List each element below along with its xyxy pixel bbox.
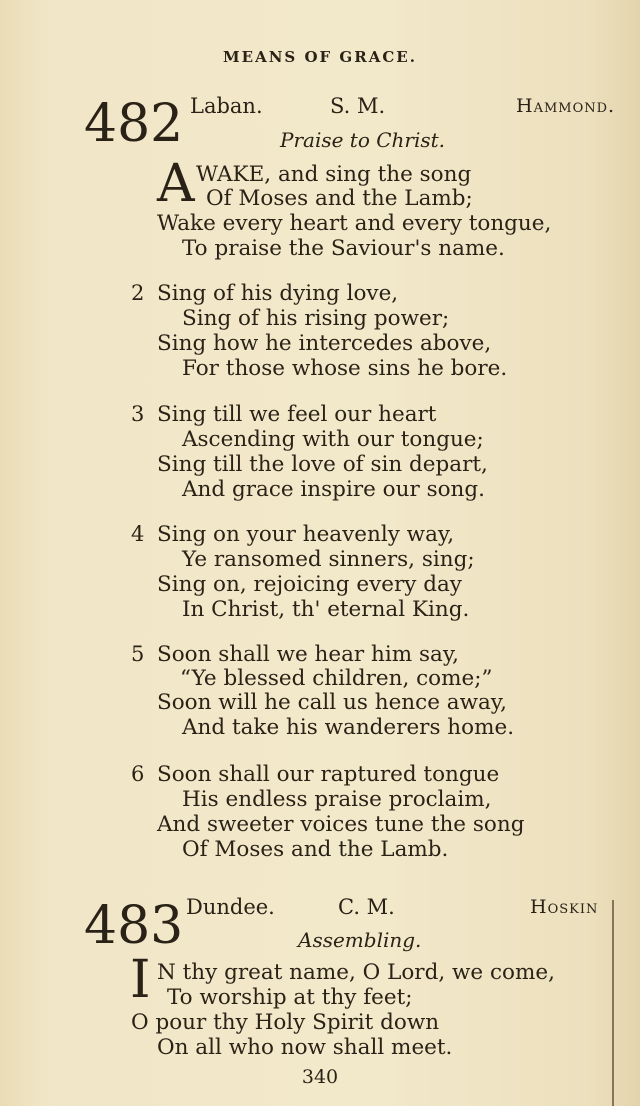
composer-483: Hoskin (530, 896, 599, 918)
theme-483: Assembling. (298, 928, 422, 952)
verse-line: In Christ, th' eternal King. (182, 597, 470, 622)
verse-line: On all who now shall meet. (157, 1035, 453, 1060)
verse-line: Ye ransomed sinners, sing; (182, 547, 475, 572)
binding-edge-rule (612, 900, 614, 1106)
verse-line: Sing on your heavenly way, (157, 522, 455, 547)
verse-number: 5 (131, 642, 145, 666)
running-header: MEANS OF GRACE. (223, 48, 417, 66)
verse-line: For those whose sins he bore. (182, 356, 508, 381)
hymn-number-483: 483 (84, 896, 184, 956)
tune-name-482: Laban. (190, 94, 263, 118)
verse-line: Of Moses and the Lamb. (182, 837, 449, 862)
drop-cap-482: A (157, 154, 195, 214)
verse-line: And take his wanderers home. (182, 715, 515, 740)
verse-line: Soon shall we hear him say, (157, 642, 459, 667)
verse-line: Wake every heart and every tongue, (157, 211, 552, 236)
meter-482: S. M. (330, 94, 386, 118)
drop-cap-483: I (130, 950, 151, 1010)
meter-483: C. M. (338, 895, 395, 919)
verse-number: 4 (131, 522, 145, 546)
verse-line: His endless praise proclaim, (182, 787, 492, 812)
verse-line: Sing how he intercedes above, (157, 331, 492, 356)
verse-line: Ascending with our tongue; (182, 427, 484, 452)
composer-482: Hammond. (516, 95, 616, 117)
verse-line: To praise the Saviour's name. (182, 236, 505, 261)
verse-line: Of Moses and the Lamb; (206, 186, 473, 211)
theme-482: Praise to Christ. (280, 128, 446, 152)
verse-line: Sing of his dying love, (157, 281, 399, 306)
tune-name-483: Dundee. (186, 895, 275, 919)
verse-line: WAKE, and sing the song (196, 162, 472, 187)
verse-number: 2 (131, 281, 145, 305)
hymn-number-482: 482 (84, 94, 184, 154)
verse-line: Soon shall our raptured tongue (157, 762, 500, 787)
verse-line: And grace inspire our song. (182, 477, 485, 502)
page-number: 340 (301, 1066, 339, 1088)
verse-line: Sing on, rejoicing every day (157, 572, 462, 597)
verse-number: 3 (131, 402, 145, 426)
verse-line: Sing of his rising power; (182, 306, 450, 331)
verse-line: Soon will he call us hence away, (157, 690, 507, 715)
verse-line: To worship at thy feet; (167, 985, 413, 1010)
verse-line: N thy great name, O Lord, we come, (157, 960, 555, 985)
verse-line: Sing till the love of sin depart, (157, 452, 488, 477)
verse-line: “Ye blessed children, come;” (180, 666, 493, 691)
verse-line: Sing till we feel our heart (157, 402, 437, 427)
verse-line: O pour thy Holy Spirit down (131, 1010, 440, 1035)
verse-number: 6 (131, 762, 145, 786)
verse-line: And sweeter voices tune the song (157, 812, 525, 837)
